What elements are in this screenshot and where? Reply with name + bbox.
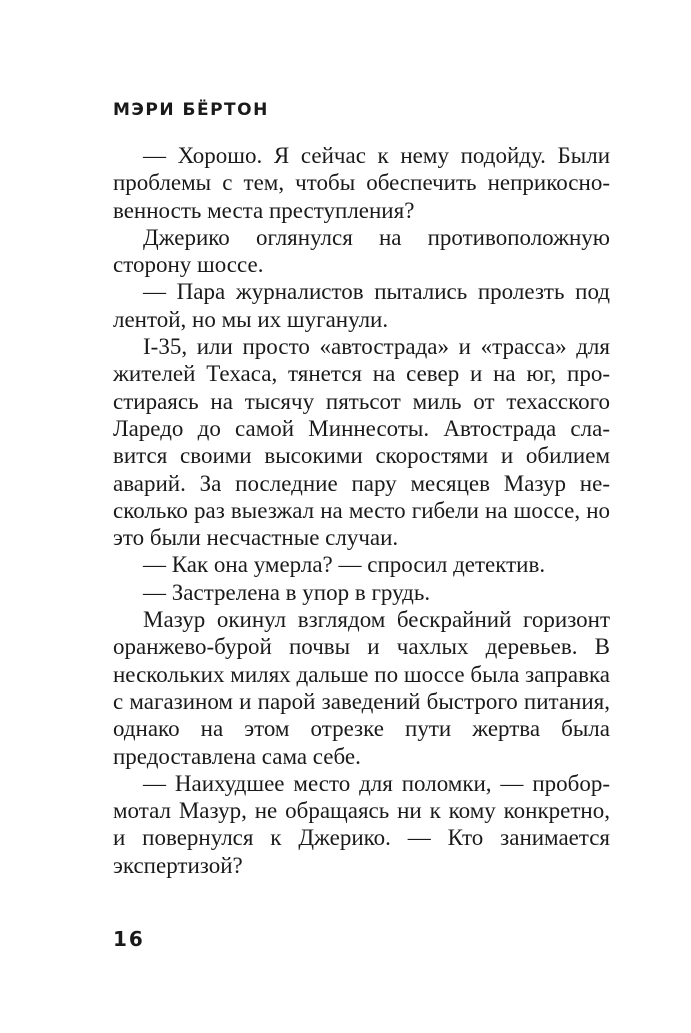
paragraph: — Застрелена в упор в грудь. [143,579,431,605]
paragraph: Джерико оглянулся на противоположную сторону шоссе. [113,224,610,278]
paragraph: — Пара журналистов пытались пролезть под лентой, но мы их шуганули. [113,279,610,332]
paragraph: — Наихудшее место для поломки, — пробормотал Мазур, не обращаясь ни к кому конкретно, и повернулся к Джерико. — Кто занимается экспертизой? [113,770,610,878]
page-number: 16 [113,927,145,951]
running-head-author: МЭРИ БЁРТОН [113,100,269,120]
paragraph: Мазур окинул взглядом бескрайний горизонт оранжево-бурой почвы и чахлых деревьев. В нескольких милях дальше по шоссе была заправка с магазином и парой заведений быстрого питания, однако на этом отрезке пути жертва была предоставлена сама себе. [113,607,610,769]
paragraph: I-35, или просто «автострада» и «трасса» для жителей Техаса, тянется на север и на юг, простираясь на тысячу пятьсот миль от техасского Ларедо до самой Миннесоты. Автострада славится своими высокими скоростями и обилием аварий. За последние пару месяцев Мазур несколько раз выезжал на место гибели на шоссе, но это были несчастные случаи. [113,334,610,551]
body-text [113,142,610,879]
paragraph: — Хорошо. Я сейчас к нему подойду. Были проблемы с тем, чтобы обеспечить неприкосновенность места преступления? [113,143,610,223]
paragraph: — Как она умерла? — спросил детектив. [143,552,546,578]
